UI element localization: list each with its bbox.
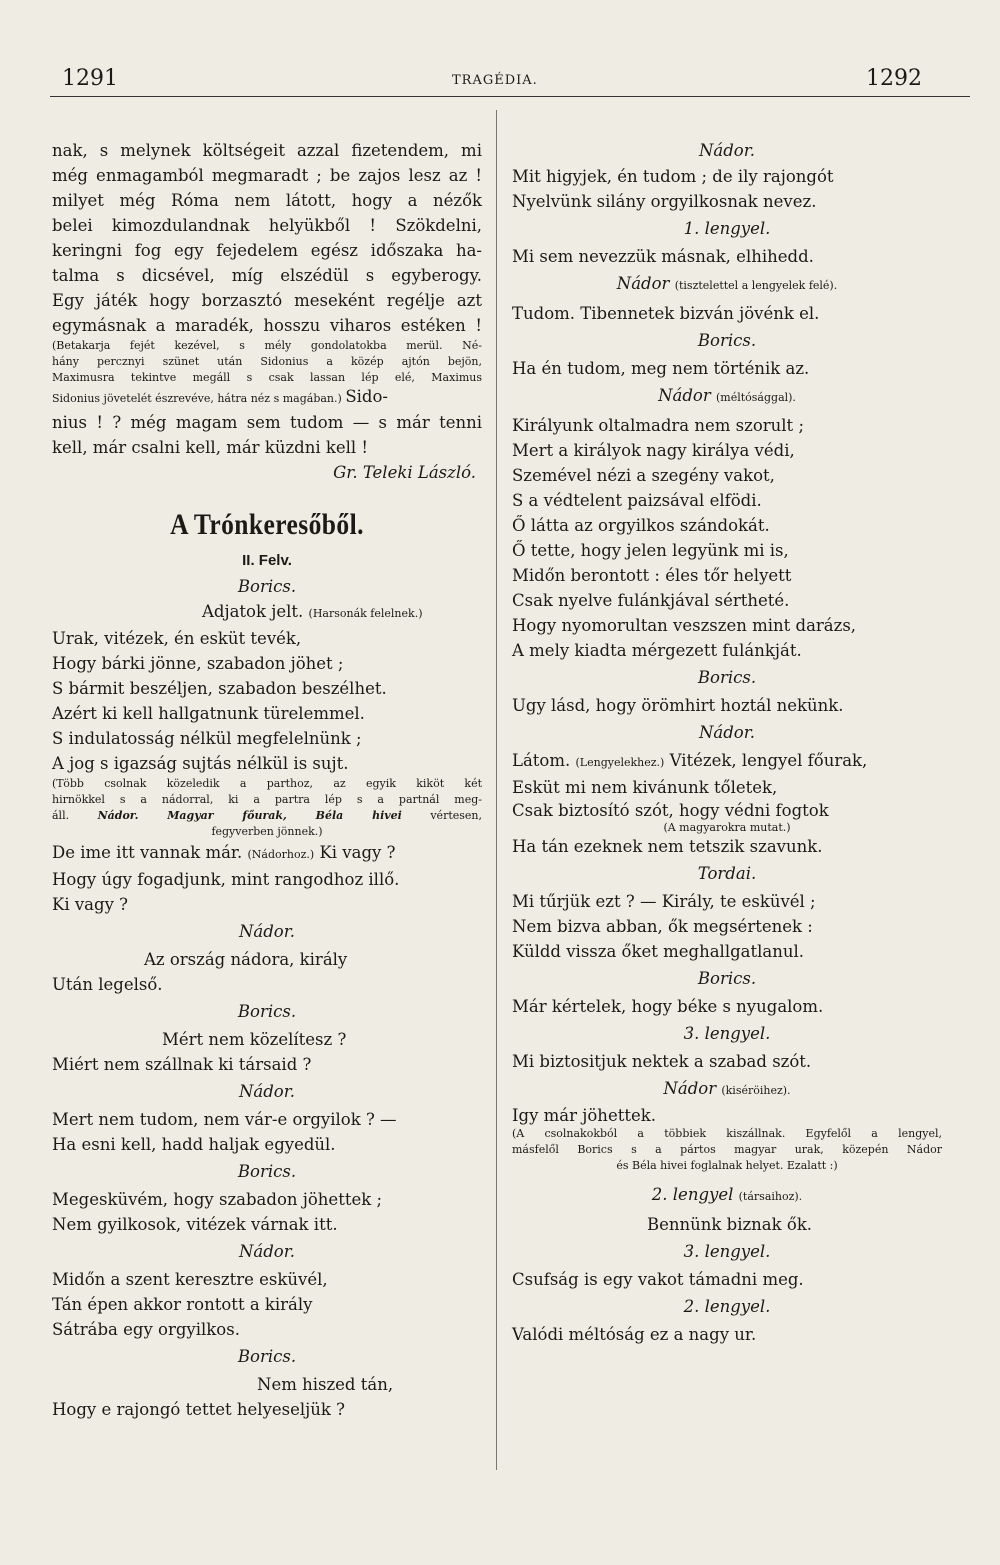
verse-line: Hogy úgy fogadjunk, mint rangodhoz illő. [52,870,400,889]
prose-fragment: Sido- [345,387,388,406]
verse-line: Mit higyjek, én tudom ; de ily rajongót [512,167,834,186]
stage-line: fegyverben jönnek.) [211,825,323,838]
speaker: Nádor. [698,723,756,742]
prose-line: nak, s melynek költségeit azzal fizetendem, mi [52,141,482,160]
verse-line: Mi sem nevezzük másnak, elhihedd. [512,247,814,266]
speaker: Borics. [697,668,757,687]
stage-direction [52,776,482,840]
verse-line: Tán épen akkor rontott a király [52,1295,313,1314]
speaker: Nádor. [698,141,756,160]
verse-line: Ki vagy ? [52,895,128,914]
verse-line: Csak nyelve fulánkjával sértheté. [512,591,790,610]
stage-direction: (Lengyelekhez.) [575,756,665,769]
speaker: Borics. [697,331,757,350]
verse-line: Igy már jöhettek. [512,1106,656,1125]
speaker-with-direction [512,1180,942,1212]
verse-line: Hogy e rajongó tettet helyeseljük ? [52,1400,345,1419]
left-column [52,138,482,1422]
verse-line: Valódi méltóság ez a nagy ur. [512,1325,757,1344]
verse-line: Ugy lásd, hogy örömhirt hoztál nekünk. [512,696,844,715]
act-heading: II. Felv. [242,552,292,569]
verse-line: Nem hiszed tán, [257,1375,394,1394]
running-head: TRAGÉDIA. [452,73,538,88]
prose-line: milyet még Róma nem látott, hogy a nézők [52,191,482,210]
speaker: 3. lengyel. [683,1024,771,1043]
verse-line: Azért ki kell hallgatnunk türelemmel. [52,704,365,723]
stage-direction [52,338,482,410]
stage-line: (Több csolnak közeledik a parthoz, az egyik kiköt két [52,777,482,790]
prose-line: egymásnak a maradék, hosszu viharos estéken ! [52,316,482,335]
verse-text: Vitézek, lengyel főurak, [669,751,868,770]
stage-direction: (társaihoz). [738,1190,803,1203]
verse-line: Mi tűrjük ezt ? — Király, te esküvél ; [512,892,816,911]
speaker-with-direction [512,1074,942,1106]
verse-line [52,840,482,867]
prose-line: nius ! ? még magam sem tudom — s már tenni [52,413,482,432]
verse-line: Nyelvünk silány orgyilkosnak nevez. [512,192,817,211]
verse-line: Hogy bárki jönne, szabadon jöhet ; [52,654,344,673]
prose-line: még enmagamból megmaradt ; be zajos lesz az ! [52,166,482,185]
speaker: Nádor [663,1079,717,1098]
right-column [512,138,942,1347]
left-page-number: 1291 [62,66,118,91]
stage-text: áll. [52,809,70,822]
verse-line: Ha én tudom, meg nem történik az. [512,359,810,378]
verse-line: Esküt mi nem kivánunk tőletek, [512,778,778,797]
verse-line: Tudom. Tibennetek bizván jövénk el. [512,304,820,323]
verse-line: Mért nem közelítesz ? [162,1030,347,1049]
excerpt-title: A Trónkeresőből. [170,508,364,541]
verse-text: Ki vagy ? [319,843,396,862]
verse-line [512,748,942,775]
verse-line: Mert nem tudom, nem vár-e orgyilok ? — [52,1110,397,1129]
stage-line-mixed [52,808,482,824]
verse-line: Csak biztosító szót, hogy védni fogtok [512,801,829,820]
verse-line: Szemével nézi a szegény vakot, [512,466,775,485]
stage-emphasis: Nádor. Magyar főurak, Béla hivei [97,809,402,822]
verse-line: Ha esni kell, hadd haljak egyedül. [52,1135,336,1154]
right-page-number: 1292 [866,66,922,91]
verse-line: Királyunk oltalmadra nem szorult ; [512,416,804,435]
stage-line: és Béla hivei foglalnak helyet. Ezalatt :) [616,1159,838,1172]
stage-line: Sidonius jövetelét észrevéve, hátra néz s magában.) [52,392,342,405]
signature: Gr. Teleki László. [333,463,476,482]
stage-line: hány percznyi szünet után Sidonius a közép ajtón bejön, [52,355,482,368]
prose-line: kell, már csalni kell, már küzdni kell ! [52,438,369,457]
verse-line: Midőn berontott : éles tőr helyett [512,566,792,585]
speaker: Nádor [616,274,670,293]
verse-line: Mert a királyok nagy királya védi, [512,441,795,460]
verse-line: Megesküvém, hogy szabadon jöhettek ; [52,1190,383,1209]
verse-line: Küldd vissza őket meghallgatlanul. [512,942,805,961]
verse-line: Nem bizva abban, ők megsértenek : [512,917,813,936]
speaker: Borics. [697,969,757,988]
verse-line: Után legelső. [52,975,163,994]
verse-line: Már kértelek, hogy béke s nyugalom. [512,997,824,1016]
stage-line-mixed [52,386,482,410]
verse-line [52,599,482,626]
speaker: Nádor [658,386,711,405]
verse-text: De ime itt vannak már. [52,843,243,862]
verse-text: Látom. [512,751,571,770]
verse-line: Nem gyilkosok, vitézek várnak itt. [52,1215,338,1234]
stage-line: (Betakarja fejét kezével, s mély gondolatokba merül. Né- [52,339,482,352]
verse-line: S a védtelent paizsával elfödi. [512,491,762,510]
speaker: Borics. [237,1162,297,1181]
stage-direction: (Harsonák felelnek.) [308,607,423,620]
speaker: 2. lengyel. [683,1297,771,1316]
speaker: Borics. [237,1347,297,1366]
prose-line: keringni fog egy fejedelem egész időszaka ha- [52,241,482,260]
verse-line: Ő tette, hogy jelen legyünk mi is, [512,541,789,560]
column-divider [496,110,497,1470]
stage-direction: (A magyarokra mutat.) [663,821,791,834]
verse-line: Sátrába egy orgyilkos. [52,1320,240,1339]
verse-line: Miért nem szállnak ki társaid ? [52,1055,312,1074]
prose-line: Egy játék hogy borzasztó meseként regélje azt [52,291,482,310]
verse-line: Ha tán ezeknek nem tetszik szavunk. [512,837,823,856]
verse-line: Midőn a szent keresztre esküvél, [52,1270,328,1289]
speaker: Nádor. [238,1082,296,1101]
speaker: Tordai. [697,864,757,883]
stage-direction: (méltósággal). [715,391,796,404]
speaker: 1. lengyel. [683,219,771,238]
stage-direction: (tisztelettel a lengyelek felé). [674,279,838,292]
speaker: Nádor. [238,1242,296,1261]
stage-direction: (kiséröihez). [721,1084,791,1097]
stage-line: (A csolnakokból a többiek kiszállnak. Egyfelől a lengyel, [512,1127,942,1140]
speaker: 3. lengyel. [683,1242,771,1261]
verse-line: A jog s igazság sujtás nélkül is sujt. [52,754,349,773]
verse-line: Urak, vitézek, én esküt tevék, [52,629,302,648]
stage-text: vértesen, [430,809,482,822]
stage-line: Maximusra tekintve megáll s csak lassan lép elé, Maximus [52,371,482,384]
speaker: Borics. [237,1002,297,1021]
stage-line: másfelől Borics s a pártos magyar urak, közepén Nádor [512,1143,942,1156]
speaker-with-direction [512,381,942,413]
speaker: Nádor. [238,922,296,941]
verse-line: Hogy nyomorultan veszszen mint darázs, [512,616,857,635]
verse-line: Ő látta az orgyilkos szándokát. [512,516,770,535]
verse-line: Mi biztositjuk nektek a szabad szót. [512,1052,812,1071]
prose-line: talma s dicsével, míg elszédül s egyberogy. [52,266,482,285]
stage-direction: (Nádorhoz.) [247,848,315,861]
verse-line: Az ország nádora, király [144,950,348,969]
stage-line: hirnökkel s a nádorral, ki a partra lép s a partnál meg- [52,793,482,806]
verse-line: S indulatosság nélkül megfelelnünk ; [52,729,362,748]
speaker-with-direction [512,269,942,301]
speaker: 2. lengyel [651,1185,734,1204]
verse-line: Bennünk biznak ők. [647,1215,813,1234]
speaker: Borics. [237,577,297,596]
verse-line: A mely kiadta mérgezett fulánkját. [512,641,802,660]
verse-line: Csufság is egy vakot támadni meg. [512,1270,804,1289]
verse-line: S bármit beszéljen, szabadon beszélhet. [52,679,387,698]
verse-text: Adjatok jelt. [202,602,304,621]
header-rule [50,96,970,97]
prose-line: belei kimozdulandnak helyükből ! Szökdelni, [52,216,482,235]
stage-direction [512,1126,942,1174]
